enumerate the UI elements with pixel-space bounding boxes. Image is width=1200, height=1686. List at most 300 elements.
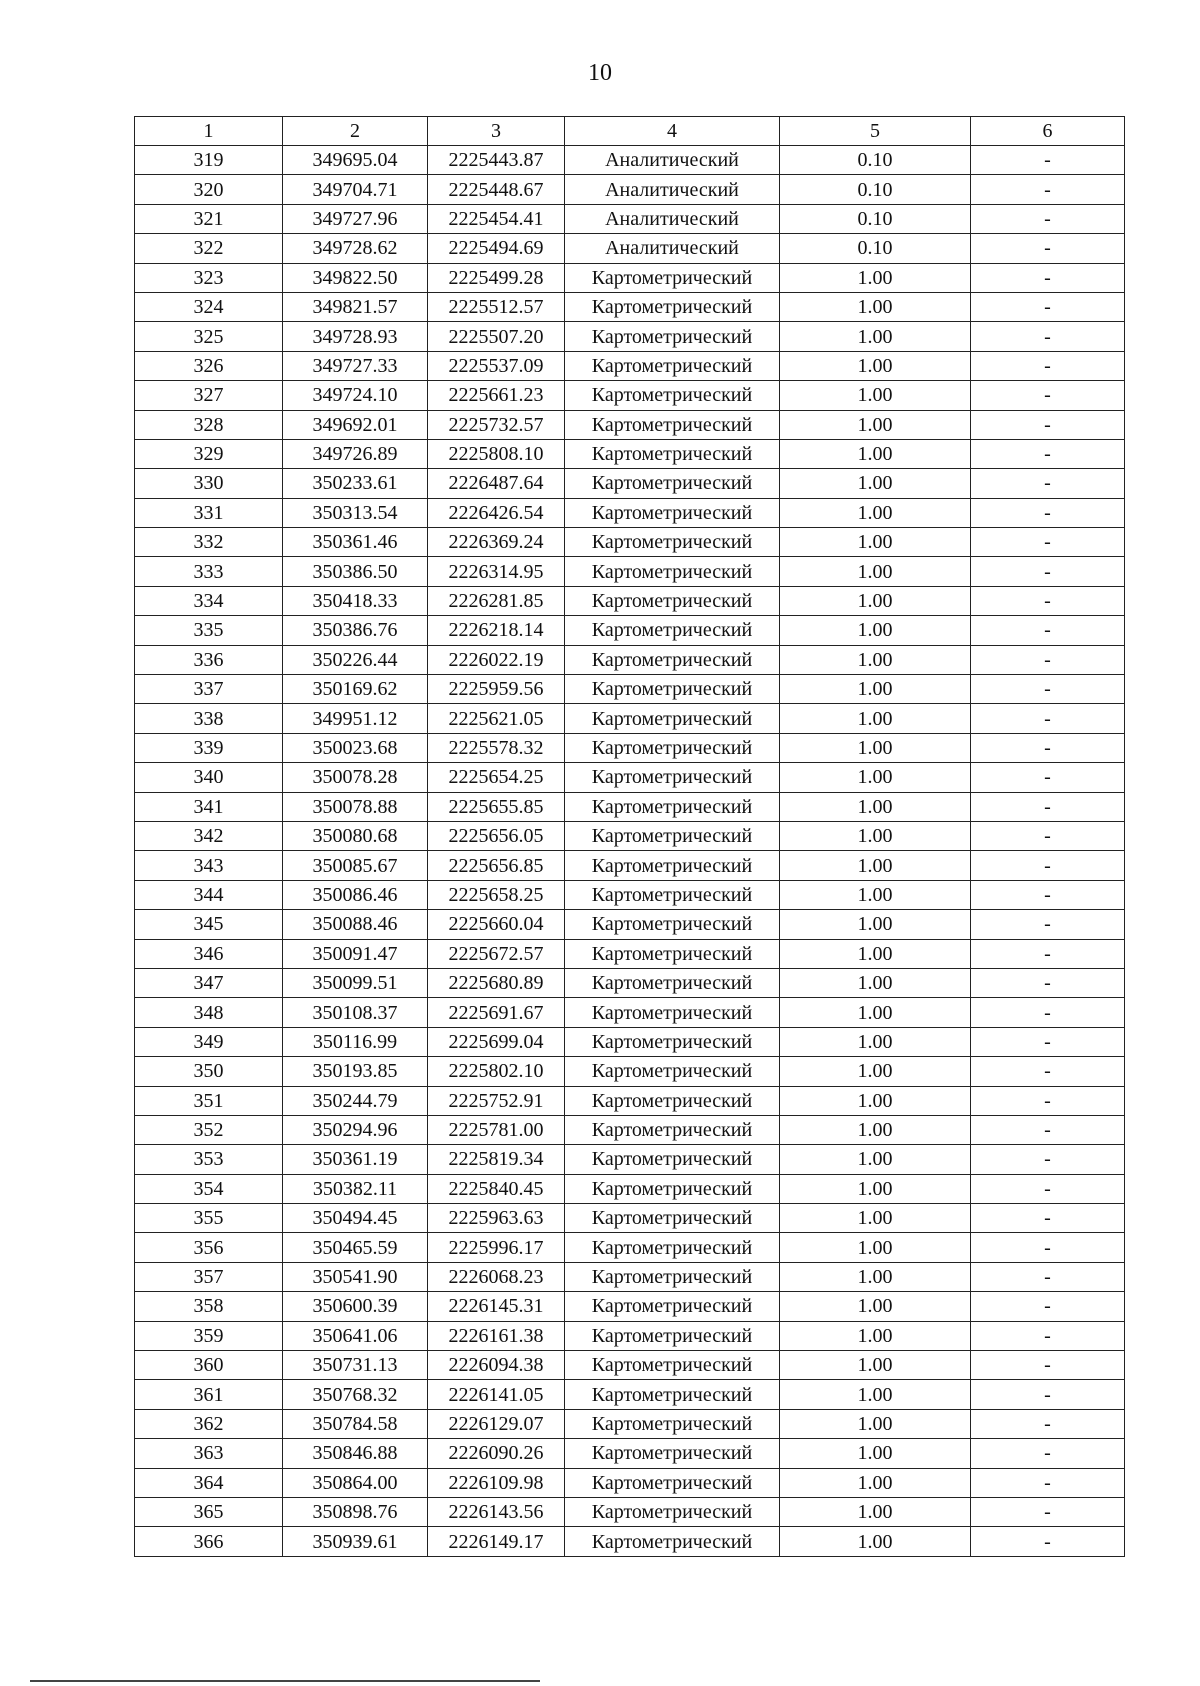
table-row — [135, 1174, 1125, 1203]
accuracy-cell: 1.00 — [780, 586, 971, 615]
method-cell: Картометрический — [565, 616, 780, 645]
y-coordinate-cell: 2225537.09 — [428, 351, 565, 380]
accuracy-cell: 1.00 — [780, 910, 971, 939]
y-coordinate-cell: 2225808.10 — [428, 439, 565, 468]
column-header: 4 — [565, 117, 780, 146]
note-cell: - — [971, 733, 1125, 762]
point-number-cell: 341 — [135, 792, 283, 821]
y-coordinate-cell: 2226426.54 — [428, 498, 565, 527]
y-coordinate-cell: 2226161.38 — [428, 1321, 565, 1350]
point-number-cell: 337 — [135, 675, 283, 704]
method-cell: Картометрический — [565, 292, 780, 321]
note-cell: - — [971, 1262, 1125, 1291]
point-number-cell: 340 — [135, 763, 283, 792]
table-header-row — [135, 117, 1125, 146]
note-cell: - — [971, 1351, 1125, 1380]
method-cell: Картометрический — [565, 968, 780, 997]
accuracy-cell: 0.10 — [780, 204, 971, 233]
table-row — [135, 234, 1125, 263]
accuracy-cell: 1.00 — [780, 733, 971, 762]
method-cell: Аналитический — [565, 234, 780, 263]
table-row — [135, 1321, 1125, 1350]
x-coordinate-cell: 350226.44 — [283, 645, 428, 674]
method-cell: Картометрический — [565, 880, 780, 909]
y-coordinate-cell: 2226068.23 — [428, 1262, 565, 1291]
point-number-cell: 332 — [135, 528, 283, 557]
point-number-cell: 365 — [135, 1497, 283, 1526]
table-row — [135, 1409, 1125, 1438]
y-coordinate-cell: 2225512.57 — [428, 292, 565, 321]
x-coordinate-cell: 350086.46 — [283, 880, 428, 909]
x-coordinate-cell: 350386.76 — [283, 616, 428, 645]
table-row — [135, 910, 1125, 939]
table-row — [135, 1527, 1125, 1556]
point-number-cell: 326 — [135, 351, 283, 380]
accuracy-cell: 1.00 — [780, 616, 971, 645]
coordinates-table — [134, 116, 1125, 1557]
y-coordinate-cell: 2225802.10 — [428, 1057, 565, 1086]
note-cell: - — [971, 1145, 1125, 1174]
x-coordinate-cell: 349726.89 — [283, 439, 428, 468]
x-coordinate-cell: 350023.68 — [283, 733, 428, 762]
method-cell: Картометрический — [565, 439, 780, 468]
table-body — [135, 117, 1125, 1557]
y-coordinate-cell: 2225660.04 — [428, 910, 565, 939]
accuracy-cell: 1.00 — [780, 792, 971, 821]
y-coordinate-cell: 2226487.64 — [428, 469, 565, 498]
y-coordinate-cell: 2226090.26 — [428, 1439, 565, 1468]
y-coordinate-cell: 2225499.28 — [428, 263, 565, 292]
accuracy-cell: 1.00 — [780, 821, 971, 850]
x-coordinate-cell: 350768.32 — [283, 1380, 428, 1409]
x-coordinate-cell: 349727.96 — [283, 204, 428, 233]
y-coordinate-cell: 2226369.24 — [428, 528, 565, 557]
x-coordinate-cell: 350898.76 — [283, 1497, 428, 1526]
table-row — [135, 704, 1125, 733]
method-cell: Картометрический — [565, 1027, 780, 1056]
point-number-cell: 327 — [135, 381, 283, 410]
x-coordinate-cell: 349822.50 — [283, 263, 428, 292]
point-number-cell: 339 — [135, 733, 283, 762]
note-cell: - — [971, 1174, 1125, 1203]
method-cell: Картометрический — [565, 645, 780, 674]
method-cell: Картометрический — [565, 528, 780, 557]
x-coordinate-cell: 350641.06 — [283, 1321, 428, 1350]
method-cell: Картометрический — [565, 557, 780, 586]
note-cell: - — [971, 1233, 1125, 1262]
point-number-cell: 325 — [135, 322, 283, 351]
note-cell: - — [971, 821, 1125, 850]
y-coordinate-cell: 2225448.67 — [428, 175, 565, 204]
x-coordinate-cell: 350382.11 — [283, 1174, 428, 1203]
method-cell: Картометрический — [565, 351, 780, 380]
method-cell: Картометрический — [565, 1115, 780, 1144]
y-coordinate-cell: 2225443.87 — [428, 146, 565, 175]
method-cell: Картометрический — [565, 1057, 780, 1086]
point-number-cell: 349 — [135, 1027, 283, 1056]
table-row — [135, 1468, 1125, 1497]
table-row — [135, 1380, 1125, 1409]
accuracy-cell: 1.00 — [780, 675, 971, 704]
accuracy-cell: 1.00 — [780, 1115, 971, 1144]
table-row — [135, 204, 1125, 233]
method-cell: Картометрический — [565, 939, 780, 968]
x-coordinate-cell: 349727.33 — [283, 351, 428, 380]
note-cell: - — [971, 1380, 1125, 1409]
table-row — [135, 528, 1125, 557]
accuracy-cell: 1.00 — [780, 263, 971, 292]
x-coordinate-cell: 349704.71 — [283, 175, 428, 204]
point-number-cell: 334 — [135, 586, 283, 615]
note-cell: - — [971, 381, 1125, 410]
table-row — [135, 469, 1125, 498]
table-row — [135, 763, 1125, 792]
accuracy-cell: 1.00 — [780, 1086, 971, 1115]
x-coordinate-cell: 350731.13 — [283, 1351, 428, 1380]
y-coordinate-cell: 2226281.85 — [428, 586, 565, 615]
table-row — [135, 410, 1125, 439]
accuracy-cell: 1.00 — [780, 645, 971, 674]
point-number-cell: 328 — [135, 410, 283, 439]
x-coordinate-cell: 349695.04 — [283, 146, 428, 175]
accuracy-cell: 1.00 — [780, 410, 971, 439]
y-coordinate-cell: 2225661.23 — [428, 381, 565, 410]
page-number: 10 — [588, 60, 612, 86]
point-number-cell: 333 — [135, 557, 283, 586]
y-coordinate-cell: 2225658.25 — [428, 880, 565, 909]
x-coordinate-cell: 350541.90 — [283, 1262, 428, 1291]
table-row — [135, 968, 1125, 997]
y-coordinate-cell: 2225732.57 — [428, 410, 565, 439]
method-cell: Аналитический — [565, 175, 780, 204]
x-coordinate-cell: 350085.67 — [283, 851, 428, 880]
bottom-rule — [30, 1680, 540, 1682]
table-row — [135, 175, 1125, 204]
method-cell: Картометрический — [565, 763, 780, 792]
point-number-cell: 352 — [135, 1115, 283, 1144]
accuracy-cell: 1.00 — [780, 1439, 971, 1468]
x-coordinate-cell: 350116.99 — [283, 1027, 428, 1056]
y-coordinate-cell: 2225507.20 — [428, 322, 565, 351]
note-cell: - — [971, 498, 1125, 527]
accuracy-cell: 1.00 — [780, 1292, 971, 1321]
x-coordinate-cell: 349692.01 — [283, 410, 428, 439]
y-coordinate-cell: 2225621.05 — [428, 704, 565, 733]
accuracy-cell: 1.00 — [780, 1057, 971, 1086]
note-cell: - — [971, 1115, 1125, 1144]
method-cell: Картометрический — [565, 998, 780, 1027]
accuracy-cell: 1.00 — [780, 1497, 971, 1526]
y-coordinate-cell: 2225578.32 — [428, 733, 565, 762]
method-cell: Картометрический — [565, 1233, 780, 1262]
table-row — [135, 439, 1125, 468]
point-number-cell: 331 — [135, 498, 283, 527]
point-number-cell: 321 — [135, 204, 283, 233]
table-row — [135, 1057, 1125, 1086]
x-coordinate-cell: 349724.10 — [283, 381, 428, 410]
note-cell: - — [971, 1527, 1125, 1556]
point-number-cell: 348 — [135, 998, 283, 1027]
y-coordinate-cell: 2226149.17 — [428, 1527, 565, 1556]
method-cell: Картометрический — [565, 469, 780, 498]
point-number-cell: 342 — [135, 821, 283, 850]
point-number-cell: 346 — [135, 939, 283, 968]
accuracy-cell: 1.00 — [780, 1351, 971, 1380]
note-cell: - — [971, 322, 1125, 351]
table-row — [135, 1086, 1125, 1115]
note-cell: - — [971, 292, 1125, 321]
method-cell: Картометрический — [565, 733, 780, 762]
method-cell: Картометрический — [565, 322, 780, 351]
method-cell: Картометрический — [565, 586, 780, 615]
column-header: 2 — [283, 117, 428, 146]
table-row — [135, 1262, 1125, 1291]
note-cell: - — [971, 528, 1125, 557]
y-coordinate-cell: 2225781.00 — [428, 1115, 565, 1144]
y-coordinate-cell: 2225672.57 — [428, 939, 565, 968]
table-row — [135, 998, 1125, 1027]
method-cell: Картометрический — [565, 1497, 780, 1526]
x-coordinate-cell: 350080.68 — [283, 821, 428, 850]
table-row — [135, 586, 1125, 615]
table-row — [135, 645, 1125, 674]
y-coordinate-cell: 2225656.05 — [428, 821, 565, 850]
method-cell: Картометрический — [565, 1439, 780, 1468]
y-coordinate-cell: 2225654.25 — [428, 763, 565, 792]
table-row — [135, 1145, 1125, 1174]
y-coordinate-cell: 2225655.85 — [428, 792, 565, 821]
note-cell: - — [971, 1468, 1125, 1497]
y-coordinate-cell: 2225752.91 — [428, 1086, 565, 1115]
note-cell: - — [971, 234, 1125, 263]
point-number-cell: 351 — [135, 1086, 283, 1115]
note-cell: - — [971, 792, 1125, 821]
method-cell: Аналитический — [565, 146, 780, 175]
x-coordinate-cell: 350078.28 — [283, 763, 428, 792]
method-cell: Картометрический — [565, 1321, 780, 1350]
note-cell: - — [971, 175, 1125, 204]
method-cell: Картометрический — [565, 821, 780, 850]
table-row — [135, 1292, 1125, 1321]
accuracy-cell: 1.00 — [780, 1380, 971, 1409]
note-cell: - — [971, 1439, 1125, 1468]
point-number-cell: 360 — [135, 1351, 283, 1380]
y-coordinate-cell: 2226129.07 — [428, 1409, 565, 1438]
accuracy-cell: 1.00 — [780, 704, 971, 733]
point-number-cell: 323 — [135, 263, 283, 292]
table-row — [135, 1233, 1125, 1262]
method-cell: Картометрический — [565, 381, 780, 410]
note-cell: - — [971, 410, 1125, 439]
y-coordinate-cell: 2225656.85 — [428, 851, 565, 880]
table-row — [135, 322, 1125, 351]
table-row — [135, 675, 1125, 704]
accuracy-cell: 1.00 — [780, 498, 971, 527]
x-coordinate-cell: 350784.58 — [283, 1409, 428, 1438]
accuracy-cell: 1.00 — [780, 851, 971, 880]
point-number-cell: 362 — [135, 1409, 283, 1438]
y-coordinate-cell: 2225963.63 — [428, 1204, 565, 1233]
method-cell: Картометрический — [565, 1468, 780, 1497]
note-cell: - — [971, 351, 1125, 380]
point-number-cell: 320 — [135, 175, 283, 204]
x-coordinate-cell: 350233.61 — [283, 469, 428, 498]
point-number-cell: 353 — [135, 1145, 283, 1174]
accuracy-cell: 1.00 — [780, 1204, 971, 1233]
note-cell: - — [971, 1497, 1125, 1526]
note-cell: - — [971, 263, 1125, 292]
column-header: 3 — [428, 117, 565, 146]
note-cell: - — [971, 1292, 1125, 1321]
y-coordinate-cell: 2226145.31 — [428, 1292, 565, 1321]
point-number-cell: 356 — [135, 1233, 283, 1262]
note-cell: - — [971, 469, 1125, 498]
x-coordinate-cell: 350169.62 — [283, 675, 428, 704]
accuracy-cell: 1.00 — [780, 1321, 971, 1350]
accuracy-cell: 1.00 — [780, 968, 971, 997]
y-coordinate-cell: 2226141.05 — [428, 1380, 565, 1409]
point-number-cell: 366 — [135, 1527, 283, 1556]
y-coordinate-cell: 2226218.14 — [428, 616, 565, 645]
note-cell: - — [971, 645, 1125, 674]
point-number-cell: 329 — [135, 439, 283, 468]
x-coordinate-cell: 350294.96 — [283, 1115, 428, 1144]
accuracy-cell: 1.00 — [780, 292, 971, 321]
x-coordinate-cell: 350078.88 — [283, 792, 428, 821]
y-coordinate-cell: 2226109.98 — [428, 1468, 565, 1497]
y-coordinate-cell: 2226022.19 — [428, 645, 565, 674]
point-number-cell: 322 — [135, 234, 283, 263]
note-cell: - — [971, 763, 1125, 792]
point-number-cell: 335 — [135, 616, 283, 645]
note-cell: - — [971, 851, 1125, 880]
table-row — [135, 1115, 1125, 1144]
x-coordinate-cell: 350386.50 — [283, 557, 428, 586]
method-cell: Картометрический — [565, 410, 780, 439]
point-number-cell: 345 — [135, 910, 283, 939]
x-coordinate-cell: 350313.54 — [283, 498, 428, 527]
table-row — [135, 616, 1125, 645]
accuracy-cell: 1.00 — [780, 557, 971, 586]
method-cell: Картометрический — [565, 1204, 780, 1233]
note-cell: - — [971, 1057, 1125, 1086]
method-cell: Картометрический — [565, 704, 780, 733]
note-cell: - — [971, 704, 1125, 733]
x-coordinate-cell: 350193.85 — [283, 1057, 428, 1086]
point-number-cell: 354 — [135, 1174, 283, 1203]
table-row — [135, 557, 1125, 586]
note-cell: - — [971, 910, 1125, 939]
method-cell: Картометрический — [565, 1409, 780, 1438]
accuracy-cell: 1.00 — [780, 1174, 971, 1203]
method-cell: Картометрический — [565, 1145, 780, 1174]
accuracy-cell: 1.00 — [780, 322, 971, 351]
table-row — [135, 851, 1125, 880]
table-row — [135, 1439, 1125, 1468]
point-number-cell: 358 — [135, 1292, 283, 1321]
point-number-cell: 347 — [135, 968, 283, 997]
method-cell: Картометрический — [565, 1174, 780, 1203]
accuracy-cell: 1.00 — [780, 469, 971, 498]
table-row — [135, 351, 1125, 380]
accuracy-cell: 0.10 — [780, 175, 971, 204]
point-number-cell: 357 — [135, 1262, 283, 1291]
accuracy-cell: 1.00 — [780, 439, 971, 468]
point-number-cell: 350 — [135, 1057, 283, 1086]
table-row — [135, 1351, 1125, 1380]
note-cell: - — [971, 204, 1125, 233]
accuracy-cell: 1.00 — [780, 1262, 971, 1291]
note-cell: - — [971, 1027, 1125, 1056]
note-cell: - — [971, 586, 1125, 615]
x-coordinate-cell: 350108.37 — [283, 998, 428, 1027]
point-number-cell: 319 — [135, 146, 283, 175]
y-coordinate-cell: 2225840.45 — [428, 1174, 565, 1203]
accuracy-cell: 1.00 — [780, 1145, 971, 1174]
y-coordinate-cell: 2226143.56 — [428, 1497, 565, 1526]
y-coordinate-cell: 2225699.04 — [428, 1027, 565, 1056]
table-row — [135, 939, 1125, 968]
x-coordinate-cell: 350244.79 — [283, 1086, 428, 1115]
x-coordinate-cell: 350600.39 — [283, 1292, 428, 1321]
point-number-cell: 324 — [135, 292, 283, 321]
method-cell: Картометрический — [565, 1527, 780, 1556]
accuracy-cell: 1.00 — [780, 1409, 971, 1438]
y-coordinate-cell: 2225494.69 — [428, 234, 565, 263]
table-row — [135, 263, 1125, 292]
method-cell: Картометрический — [565, 1380, 780, 1409]
accuracy-cell: 1.00 — [780, 381, 971, 410]
note-cell: - — [971, 146, 1125, 175]
method-cell: Картометрический — [565, 1086, 780, 1115]
x-coordinate-cell: 350088.46 — [283, 910, 428, 939]
note-cell: - — [971, 880, 1125, 909]
accuracy-cell: 1.00 — [780, 939, 971, 968]
x-coordinate-cell: 350846.88 — [283, 1439, 428, 1468]
table-row — [135, 1204, 1125, 1233]
y-coordinate-cell: 2226314.95 — [428, 557, 565, 586]
x-coordinate-cell: 350091.47 — [283, 939, 428, 968]
x-coordinate-cell: 349821.57 — [283, 292, 428, 321]
method-cell: Картометрический — [565, 1292, 780, 1321]
column-header: 6 — [971, 117, 1125, 146]
note-cell: - — [971, 1204, 1125, 1233]
table-row — [135, 733, 1125, 762]
note-cell: - — [971, 675, 1125, 704]
table-row — [135, 1497, 1125, 1526]
x-coordinate-cell: 350361.46 — [283, 528, 428, 557]
x-coordinate-cell: 350099.51 — [283, 968, 428, 997]
table-row — [135, 880, 1125, 909]
point-number-cell: 364 — [135, 1468, 283, 1497]
x-coordinate-cell: 350465.59 — [283, 1233, 428, 1262]
point-number-cell: 343 — [135, 851, 283, 880]
x-coordinate-cell: 350361.19 — [283, 1145, 428, 1174]
note-cell: - — [971, 616, 1125, 645]
accuracy-cell: 1.00 — [780, 998, 971, 1027]
x-coordinate-cell: 349728.93 — [283, 322, 428, 351]
accuracy-cell: 0.10 — [780, 234, 971, 263]
table-row — [135, 292, 1125, 321]
y-coordinate-cell: 2225996.17 — [428, 1233, 565, 1262]
accuracy-cell: 1.00 — [780, 528, 971, 557]
method-cell: Картометрический — [565, 851, 780, 880]
accuracy-cell: 1.00 — [780, 351, 971, 380]
point-number-cell: 336 — [135, 645, 283, 674]
y-coordinate-cell: 2225454.41 — [428, 204, 565, 233]
point-number-cell: 363 — [135, 1439, 283, 1468]
note-cell: - — [971, 1086, 1125, 1115]
